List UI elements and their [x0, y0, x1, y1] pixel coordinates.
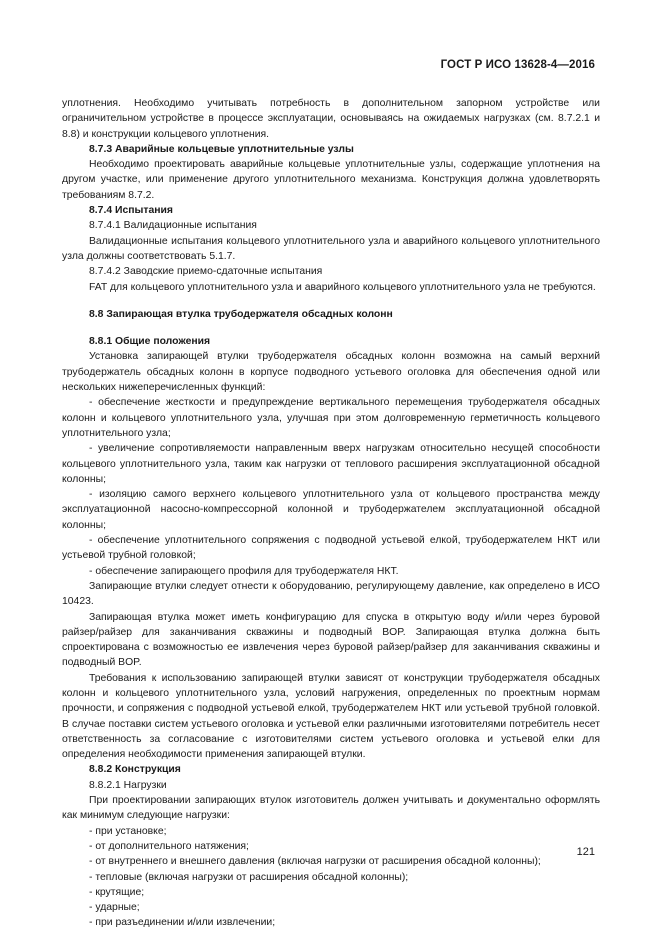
- paragraph: - обеспечение запирающего профиля для трубодержателя НКТ.: [89, 565, 399, 577]
- paragraph: FAT для кольцевого уплотнительного узла и аварийного кольцевого уплотнительного узла не требуются.: [89, 281, 596, 293]
- paragraph: - при разъединении и/или извлечении;: [89, 917, 276, 929]
- section-spacer: [62, 295, 600, 307]
- paragraph: При проектировании запирающих втулок изготовитель должен учитывать и документально оформлять как минимум следующие нагрузки:: [62, 795, 600, 822]
- document-code-header: ГОСТ Р ИСО 13628-4—2016: [440, 59, 595, 71]
- paragraph: - при установке;: [89, 825, 167, 837]
- section-spacer: [62, 322, 600, 334]
- paragraph: Валидационные испытания кольцевого уплотнительного узла и аварийного кольцевого уплотнительного узла должны соответствовать 5.1.7.: [62, 235, 600, 262]
- paragraph: уплотнения. Необходимо учитывать потребность в дополнительном запорном устройстве или ограничительном устройстве в процессе эксплуатации, основываясь на ожидаемых нагрузках (см. 8.7.2.1 и 8.8) и конструкции кольцевого уплотнения.: [62, 98, 600, 140]
- section-heading: 8.7.3 Аварийные кольцевые уплотнительные узлы: [89, 143, 354, 155]
- paragraph: Требования к использованию запирающей втулки зависят от конструкции трубодержателя обсадных колонн и кольцевого уплотнительного узла, условий нагружения, определенных по проектным нормам прочности, и сопряжения с подводной устьевой елкой, трубодержателем НКТ или устьевой трубной головкой. В случае поставки систем устьевого оголовка и устьевой елки различными изготовителями потребитель несет ответственность за согласование с изготовителями систем устьевого оголовка и устьевой елки для определения необходимости применения запирающей втулки.: [62, 672, 600, 761]
- paragraph: - от дополнительного натяжения;: [89, 840, 249, 852]
- paragraph: - изоляцию самого верхнего кольцевого уплотнительного узла от кольцевого пространства между эксплуатационной насосно-компрессорной колонной и трубодержателем эксплуатационной обсадной колонны;: [62, 489, 600, 531]
- paragraph: - крутящие;: [89, 886, 145, 898]
- paragraph: - от внутреннего и внешнего давления (включая нагрузки от расширения обсадной колонны);: [89, 856, 541, 868]
- paragraph: - ударные;: [89, 902, 140, 914]
- paragraph: - тепловые (включая нагрузки от расширения обсадной колонны);: [89, 871, 409, 883]
- paragraph: Запирающая втулка может иметь конфигурацию для спуска в открытую воду и/или через буровой райзер/райзер для заканчивания скважины и подводный BOP. Запирающая втулка должна быть спроектирована с возможностью ее извлечения через буровой райзер/райзер для заканчивания скважины и подводный BOP.: [62, 611, 600, 669]
- page-number: 121: [576, 846, 595, 858]
- paragraph: 8.7.4.1 Валидационные испытания: [89, 220, 257, 232]
- paragraph: - обеспечение жесткости и предупреждение вертикального перемещения трубодержателя обсадных колонн и кольцевого уплотнительного узла, улучшая при этом долговременную герметичность кольцевого уплотнительного узла;: [62, 397, 600, 439]
- section-heading: 8.8 Запирающая втулка трубодержателя обсадных колонн: [89, 308, 393, 320]
- paragraph: Запирающие втулки следует отнести к оборудованию, регулирующему давление, как определено в ИСО 10423.: [62, 580, 600, 608]
- page-body: [62, 96, 600, 931]
- paragraph: 8.7.4.2 Заводские приемо-сдаточные испытания: [89, 266, 323, 278]
- section-heading: 8.7.4 Испытания: [89, 205, 173, 217]
- paragraph: - увеличение сопротивляемости направленным вверх нагрузкам относительно несущей способности кольцевого уплотнительного узла, таким как нагрузки от теплового расширения эксплуатационной обсадной колонны;: [62, 443, 600, 485]
- paragraph: Установка запирающей втулки трубодержателя обсадных колонн возможна на самый верхний трубодержатель обсадных колонн в корпусе подводного устьевого оголовка для обеспечения одной или нескольких нижеперечисленных функций:: [62, 351, 600, 394]
- section-heading: 8.8.2 Конструкция: [89, 764, 181, 776]
- paragraph: Необходимо проектировать аварийные кольцевые уплотнительные узлы, содержащие уплотнения на другом участке, или применение другого уплотнительного механизма. Конструкция должна удовлетворять требованиям 8.7.2.: [62, 159, 600, 201]
- paragraph: 8.8.2.1 Нагрузки: [89, 779, 167, 791]
- paragraph: - обеспечение уплотнительного сопряжения с подводной устьевой елкой, трубодержателем НКТ или устьевой трубной головкой;: [62, 535, 600, 562]
- section-heading: 8.8.1 Общие положения: [89, 336, 211, 348]
